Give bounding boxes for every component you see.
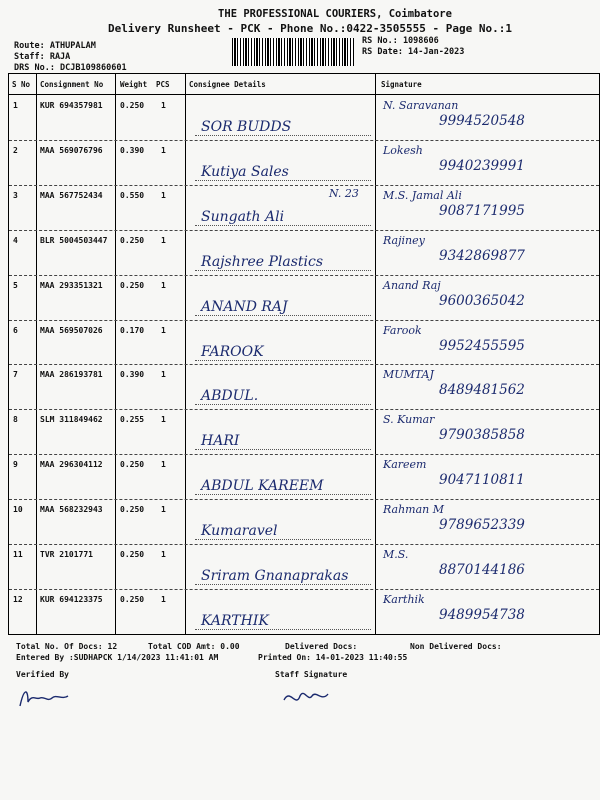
row-divider <box>9 409 599 410</box>
row-consignee-handwritten: ABDUL KAREEM <box>201 478 324 495</box>
row-signature-handwritten: M.S. Jamal Ali <box>383 188 462 202</box>
total-docs: Total No. Of Docs: 12 <box>16 642 118 651</box>
rs-number: RS No.: 1098606 <box>362 36 439 46</box>
row-weight: 0.250 <box>120 594 145 604</box>
row-consignment-no: KUR 694357981 <box>40 101 103 110</box>
row-signature-handwritten: Karthik <box>383 592 425 606</box>
row-phone-handwritten: 9047110811 <box>439 472 525 489</box>
row-consignment-no: MAA 569507026 <box>40 325 103 335</box>
total-cod: Total COD Amt: 0.00 <box>148 642 240 651</box>
row-consignee-handwritten: KARTHIK <box>201 612 269 629</box>
row-signature-handwritten: Anand Raj <box>383 278 441 292</box>
row-pcs: 1 <box>161 280 166 290</box>
row-phone-handwritten: 9994520548 <box>439 113 525 129</box>
drs-number: DRS No.: DCJB109860601 <box>14 63 127 73</box>
row-phone-handwritten: 9087171995 <box>439 202 525 219</box>
consignee-underline <box>195 270 371 271</box>
route-label: Route: ATHUPALAM <box>14 41 96 51</box>
row-consignment-no: MAA 286193781 <box>40 370 103 380</box>
col-header-pcs: PCS <box>156 80 170 89</box>
entered-by: Entered By :SUDHAPCK 1/14/2023 11:41:01 AM <box>16 653 219 662</box>
col-header-sno: S No <box>12 80 31 89</box>
row-consignment-no: MAA 293351321 <box>40 280 103 290</box>
row-consignment-no: MAA 568232943 <box>40 505 103 515</box>
row-divider <box>9 589 599 590</box>
col-header-consignment: Consignment No <box>40 80 104 89</box>
row-sno: 2 <box>13 145 18 155</box>
runsheet-title: Delivery Runsheet - PCK - Phone No.:0422-3505555 - Page No.:1 <box>108 22 512 35</box>
row-consignment-no: KUR 694123375 <box>40 594 103 604</box>
row-sno: 10 <box>13 505 23 515</box>
staff-label: Staff: RAJA <box>14 52 71 62</box>
consignee-underline <box>195 225 371 226</box>
row-sno: 11 <box>13 550 23 559</box>
row-note-handwritten: N. 23 <box>329 186 359 200</box>
row-consignee-handwritten: Sriram Gnanaprakas <box>201 568 349 584</box>
row-phone-handwritten: 9600365042 <box>439 292 525 309</box>
row-consignee-handwritten: Kutiya Sales <box>201 163 289 180</box>
staff-signature-label: Staff Signature <box>275 670 348 679</box>
row-divider <box>9 185 599 186</box>
row-sno: 9 <box>13 460 18 470</box>
company-name: THE PROFESSIONAL COURIERS, Coimbatore <box>218 8 452 20</box>
row-consignee-handwritten: HARI <box>201 433 240 450</box>
consignee-underline <box>195 180 371 181</box>
consignee-underline <box>195 360 371 361</box>
row-divider <box>9 499 599 500</box>
row-divider <box>9 454 599 455</box>
row-signature-handwritten: N. Saravanan <box>383 99 459 112</box>
row-weight: 0.250 <box>120 505 145 515</box>
row-sno: 1 <box>13 101 18 110</box>
row-consignee-handwritten: FAROOK <box>201 343 264 360</box>
row-signature-handwritten: S. Kumar <box>383 413 435 427</box>
row-phone-handwritten: 8489481562 <box>439 382 525 399</box>
row-consignment-no: MAA 296304112 <box>40 460 103 470</box>
row-signature-handwritten: MUMTAJ <box>383 368 434 382</box>
column-divider <box>115 74 116 634</box>
printed-on: Printed On: 14-01-2023 11:40:55 <box>258 653 408 662</box>
delivered-docs: Delivered Docs: <box>285 642 358 651</box>
consignee-underline <box>195 135 371 136</box>
row-phone-handwritten: 9789652339 <box>439 517 525 534</box>
row-weight: 0.255 <box>120 415 145 425</box>
staff-signature <box>278 680 338 715</box>
row-consignee-handwritten: SOR BUDDS <box>201 119 292 135</box>
column-divider <box>36 74 37 634</box>
consignee-underline <box>195 315 371 316</box>
row-signature-handwritten: Lokesh <box>383 143 423 157</box>
row-signature-handwritten: Rajiney <box>383 233 425 247</box>
row-weight: 0.250 <box>120 460 145 470</box>
non-delivered-docs: Non Delivered Docs: <box>410 642 502 651</box>
row-weight: 0.390 <box>120 145 145 155</box>
row-signature-handwritten: M.S. <box>383 548 409 561</box>
row-pcs: 1 <box>161 325 166 335</box>
row-weight: 0.250 <box>120 550 145 559</box>
barcode <box>232 38 354 66</box>
row-pcs: 1 <box>161 415 166 425</box>
consignee-underline <box>195 494 371 495</box>
col-header-consignee: Consignee Details <box>189 80 266 89</box>
row-pcs: 1 <box>161 594 166 604</box>
row-sno: 4 <box>13 235 18 245</box>
consignee-underline <box>195 449 371 450</box>
row-consignee-handwritten: ANAND RAJ <box>201 298 288 315</box>
row-consignment-no: TVR 2101771 <box>40 550 93 559</box>
consignee-underline <box>195 404 371 405</box>
row-sno: 7 <box>13 370 18 380</box>
row-phone-handwritten: 9342869877 <box>439 247 525 264</box>
row-phone-handwritten: 9952455595 <box>439 337 525 354</box>
consignee-underline <box>195 629 371 630</box>
row-sno: 6 <box>13 325 18 335</box>
row-consignee-handwritten: Sungath Ali <box>201 208 285 225</box>
row-pcs: 1 <box>161 460 166 470</box>
row-sno: 3 <box>13 190 18 200</box>
runsheet-table <box>8 73 600 635</box>
consignee-underline <box>195 539 371 540</box>
row-signature-handwritten: Farook <box>383 323 422 337</box>
row-pcs: 1 <box>161 550 166 559</box>
verifier-signature <box>14 680 74 715</box>
row-weight: 0.170 <box>120 325 145 335</box>
header-divider <box>9 94 599 95</box>
row-sno: 12 <box>13 594 23 604</box>
row-divider <box>9 544 599 545</box>
row-divider <box>9 364 599 365</box>
row-phone-handwritten: 9940239991 <box>439 157 525 174</box>
row-consignment-no: MAA 569076796 <box>40 145 103 155</box>
row-weight: 0.550 <box>120 190 145 200</box>
row-consignment-no: MAA 567752434 <box>40 190 103 200</box>
row-sno: 8 <box>13 415 18 425</box>
col-header-signature: Signature <box>381 80 422 89</box>
row-pcs: 1 <box>161 190 166 200</box>
row-consignment-no: SLM 311849462 <box>40 415 103 425</box>
row-divider <box>9 320 599 321</box>
row-consignment-no: BLR 5004503447 <box>40 235 108 245</box>
row-pcs: 1 <box>161 101 166 110</box>
row-divider <box>9 140 599 141</box>
row-weight: 0.250 <box>120 235 145 245</box>
row-pcs: 1 <box>161 505 166 515</box>
row-signature-handwritten: Kareem <box>383 458 427 472</box>
row-pcs: 1 <box>161 370 166 380</box>
row-divider <box>9 230 599 231</box>
column-divider <box>375 74 376 634</box>
row-sno: 5 <box>13 280 18 290</box>
row-divider <box>9 275 599 276</box>
row-phone-handwritten: 9790385858 <box>439 427 525 444</box>
verified-by-label: Verified By <box>16 670 69 679</box>
row-pcs: 1 <box>161 145 166 155</box>
row-consignee-handwritten: ABDUL. <box>201 388 259 405</box>
row-signature-handwritten: Rahman M <box>383 503 445 517</box>
column-divider <box>185 74 186 634</box>
row-pcs: 1 <box>161 235 166 245</box>
row-phone-handwritten: 8870144186 <box>439 562 525 578</box>
col-header-weight: Weight <box>120 80 148 89</box>
row-consignee-handwritten: Rajshree Plastics <box>201 253 324 270</box>
row-weight: 0.250 <box>120 101 145 110</box>
rs-date: RS Date: 14-Jan-2023 <box>362 47 465 57</box>
row-consignee-handwritten: Kumaravel <box>201 523 278 540</box>
consignee-underline <box>195 584 371 585</box>
row-weight: 0.250 <box>120 280 145 290</box>
row-weight: 0.390 <box>120 370 145 380</box>
row-phone-handwritten: 9489954738 <box>439 606 525 623</box>
